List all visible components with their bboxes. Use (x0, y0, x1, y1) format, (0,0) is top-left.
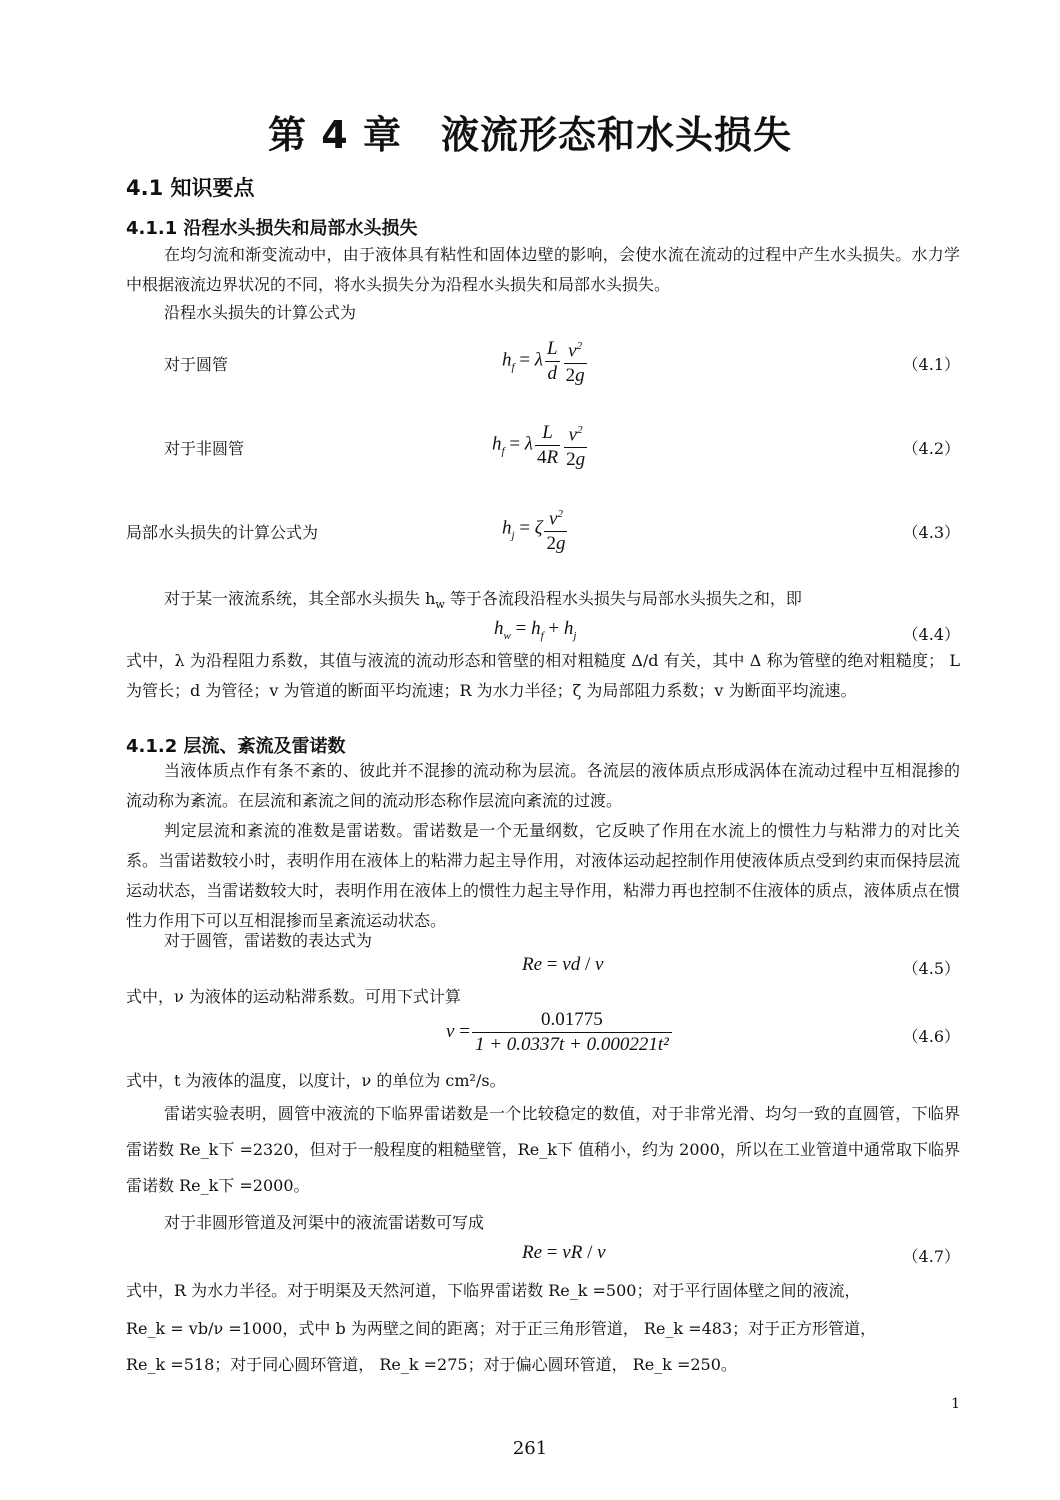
paragraph-open-channel-2: Re_k = vb/ν =1000，式中 b 为两壁之间的距离；对于正三角形管道， Re_k =483；对于正方形管道， (126, 1319, 877, 1338)
paragraph-temperature: 式中，t 为液体的温度，以度计，ν 的单位为 cm²/s。 (126, 1071, 506, 1090)
eq6-numerator: 0.01775 (472, 1008, 672, 1033)
equation-number-4-1: （4.1） (902, 355, 960, 374)
label-nonround-pipe: 对于非圆管 (164, 439, 245, 458)
paragraph-intro: 在均匀流和渐变流动中，由于液体具有粘性和固体边壁的影响，会使水流在流动的过程中产生水头损失。水力学中根据液流边界状况的不同，将水头损失分为沿程水头损失和局部水头损失。 (126, 245, 960, 294)
eq6-denominator: 1 + 0.0337t + 0.000221t² (474, 1034, 669, 1055)
equation-number-4-5: （4.5） (902, 959, 960, 978)
paragraph-formula-intro: 沿程水头损失的计算公式为 (164, 303, 357, 322)
paragraph-noncircular: 对于非圆形管道及河渠中的液流雷诺数可写成 (164, 1213, 485, 1232)
section-heading-4-1-1: 4.1.1 沿程水头损失和局部水头损失 (126, 218, 418, 239)
equation-number-4-2: （4.2） (902, 439, 960, 458)
label-round-pipe: 对于圆管 (164, 355, 229, 374)
paragraph-open-channel-3: Re_k =518；对于同心圆环管道， Re_k =275；对于偏心圆环管道， Re_k =250。 (126, 1355, 737, 1374)
total-loss-tail: 等于各流段沿程水头损失与局部水头损失之和，即 (449, 589, 802, 608)
paragraph-symbols: 式中，λ 为沿程阻力系数，其值与液流的流动形态和管壁的相对粗糙度 Δ/d 有关，其中 Δ 称为管壁的绝对粗糙度； L 为管长；d 为管径；v 为管道的断面平均流速；R 为水力半径；ζ 为局部阻力系数；v 为断面平均流速。 (126, 651, 960, 700)
equation-number-4-7: （4.7） (902, 1247, 960, 1266)
page-footer-number: 261 (512, 1438, 548, 1459)
paragraph-round-reynolds: 对于圆管，雷诺数的表达式为 (164, 931, 373, 950)
equation-4-7: Re = vR / ν (522, 1242, 606, 1263)
equation-4-6: ν = $\frac{0.01775}{\text{1 + 0.0337t + 0.000221t²}}$ (446, 1008, 674, 1057)
equation-4-4: $h_w = h_f + h_j$ (494, 618, 577, 642)
paragraph-reynolds: 判定层流和紊流的准数是雷诺数。雷诺数是一个无量纲数，它反映了作用在水流上的惯性力与粘滞力的对比关系。当雷诺数较小时，表明作用在液体上的粘滞力起主导作用，对液体运动起控制作用使液体质点受到约束而保持层流运动状态，当雷诺数较大时，表明作用在液体上的惯性力起主导作用，粘滞力再也控制不住液体的质点，液体质点在惯性力作用下可以互相混掺而呈紊流运动状态。 (126, 821, 960, 930)
equation-4-2: $h_f = \lambda$ $\frac{L}{4R}$ $\frac{v^2}{2g}$ (492, 418, 589, 472)
section-heading-4-1: 4.1 知识要点 (126, 176, 255, 200)
equation-number-4-3: （4.3） (902, 523, 960, 542)
equation-number-4-4: （4.4） (902, 625, 960, 644)
equation-4-3: $h_j = \zeta$ $\frac{v^2}{2g}$ (502, 502, 569, 556)
page-corner-number: 1 (951, 1396, 960, 1412)
paragraph-open-channel-1: 式中，R 为水力半径。对于明渠及天然河道，下临界雷诺数 Re_k =500；对于平行固体壁之间的液流， (126, 1281, 861, 1300)
paragraph-viscosity: 式中，ν 为液体的运动粘滞系数。可用下式计算 (126, 987, 461, 1006)
equation-number-4-6: （4.6） (902, 1027, 960, 1046)
section-heading-4-1-2: 4.1.2 层流、紊流及雷诺数 (126, 736, 346, 757)
equation-4-1: $h_f = \lambda$ $\frac{L}{d}$ $\frac{v^2}{2g}$ (502, 334, 589, 388)
paragraph-laminar: 当液体质点作有条不紊的、彼此并不混掺的流动称为层流。各流层的液体质点形成涡体在流动过程中互相混掺的流动称为紊流。在层流和紊流之间的流动形态称作层流向紊流的过渡。 (126, 761, 960, 810)
equation-4-5: Re = vd / ν (522, 954, 604, 975)
total-loss-text: 对于某一液流系统，其全部水头损失 h (164, 589, 436, 608)
label-local-loss: 局部水头损失的计算公式为 (126, 523, 319, 542)
paragraph-total-loss: 对于某一液流系统，其全部水头损失 $h_w$ 等于各流段沿程水头损失与局部水头损失之和，即 (164, 589, 802, 612)
paragraph-critical-reynolds: 雷诺实验表明，圆管中液流的下临界雷诺数是一个比较稳定的数值，对于非常光滑、均匀一致的直圆管，下临界雷诺数 Re_k下 =2320，但对于一般程度的粗糙壁管，Re_k下 值稍小，约为 2000，所以在工业管道中通常取下临界雷诺数 Re_k下 =2000。 (126, 1104, 960, 1195)
chapter-title: 第 4 章 液流形态和水头损失 (268, 113, 792, 157)
